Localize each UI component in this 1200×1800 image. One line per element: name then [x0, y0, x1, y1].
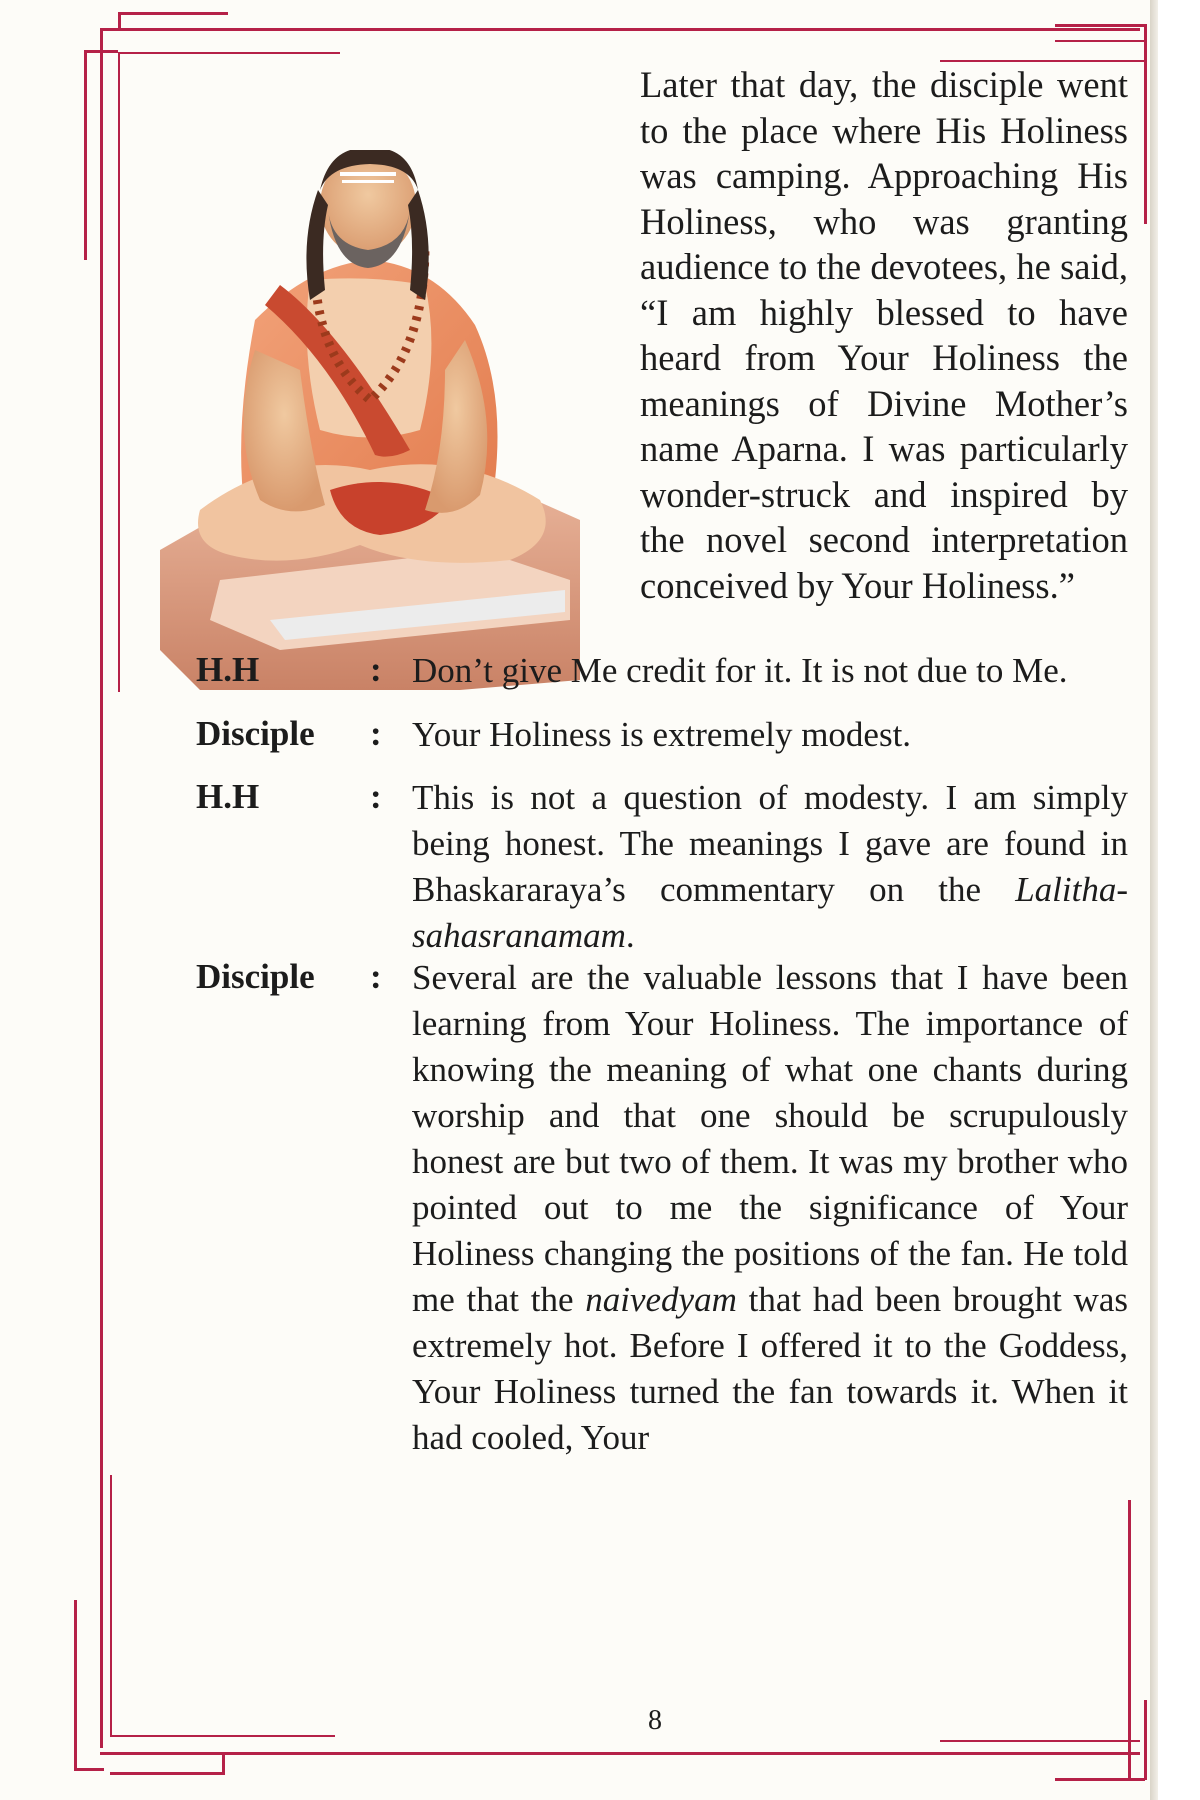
- dialogue-text-part: This is not a question of modesty. I am simply being honest. The meanings I gave are found in Bhaskararaya’s commentary on the: [412, 778, 1128, 909]
- page-number: 8: [648, 1705, 662, 1736]
- speaker-colon: :: [370, 650, 382, 689]
- dialogue-text-part: that had been brought was extremely hot. Before I offered it to the Goddess, Your Holiness turned the fan towards it. When it had cooled, Your: [412, 1280, 1128, 1457]
- dialogue-text: [412, 775, 1128, 959]
- speaker-colon: :: [370, 957, 382, 996]
- dialogue-text: [412, 955, 1128, 1461]
- speaker-colon: :: [370, 714, 382, 753]
- page-edge: [1150, 0, 1158, 1800]
- speaker-label: Disciple: [196, 957, 315, 996]
- speaker-label: H.H: [196, 650, 260, 689]
- speaker-label: Disciple: [196, 714, 315, 753]
- dialogue-text: Don’t give Me credit for it. It is not due to Me.: [412, 651, 1068, 690]
- seated-holy-man-photo: [160, 150, 580, 690]
- speaker-label: H.H: [196, 777, 260, 816]
- dialogue-text: Your Holiness is extremely modest.: [412, 715, 912, 754]
- speaker-colon: :: [370, 777, 382, 816]
- intro-paragraph: Later that day, the disciple went to the place where His Holiness was camping. Approaching His Holiness, who was granting audience to the devotees, he said, “I am highly blessed to have heard from Your Holiness the meanings of Divine Mother’s name Aparna. I was particularly wonder-struck and inspired by the novel second interpretation conceived by Your Holiness.”: [640, 64, 1128, 606]
- dialogue-italic-title: Lalitha-sahasranamam: [412, 870, 1128, 955]
- dialogue-text-part: Several are the valuable lessons that I have been learning from Your Holiness. The importance of knowing the meaning of what one chants during worship and that one should be scrupulously honest are but two of them. It was my brother who pointed out to me the significance of Your Holiness changing the positions of the fan. He told me that the: [412, 958, 1128, 1319]
- dialogue-text-part: .: [625, 916, 635, 955]
- dialogue-italic-term: naivedyam: [585, 1280, 737, 1319]
- page-outer-margin: [1158, 0, 1200, 1800]
